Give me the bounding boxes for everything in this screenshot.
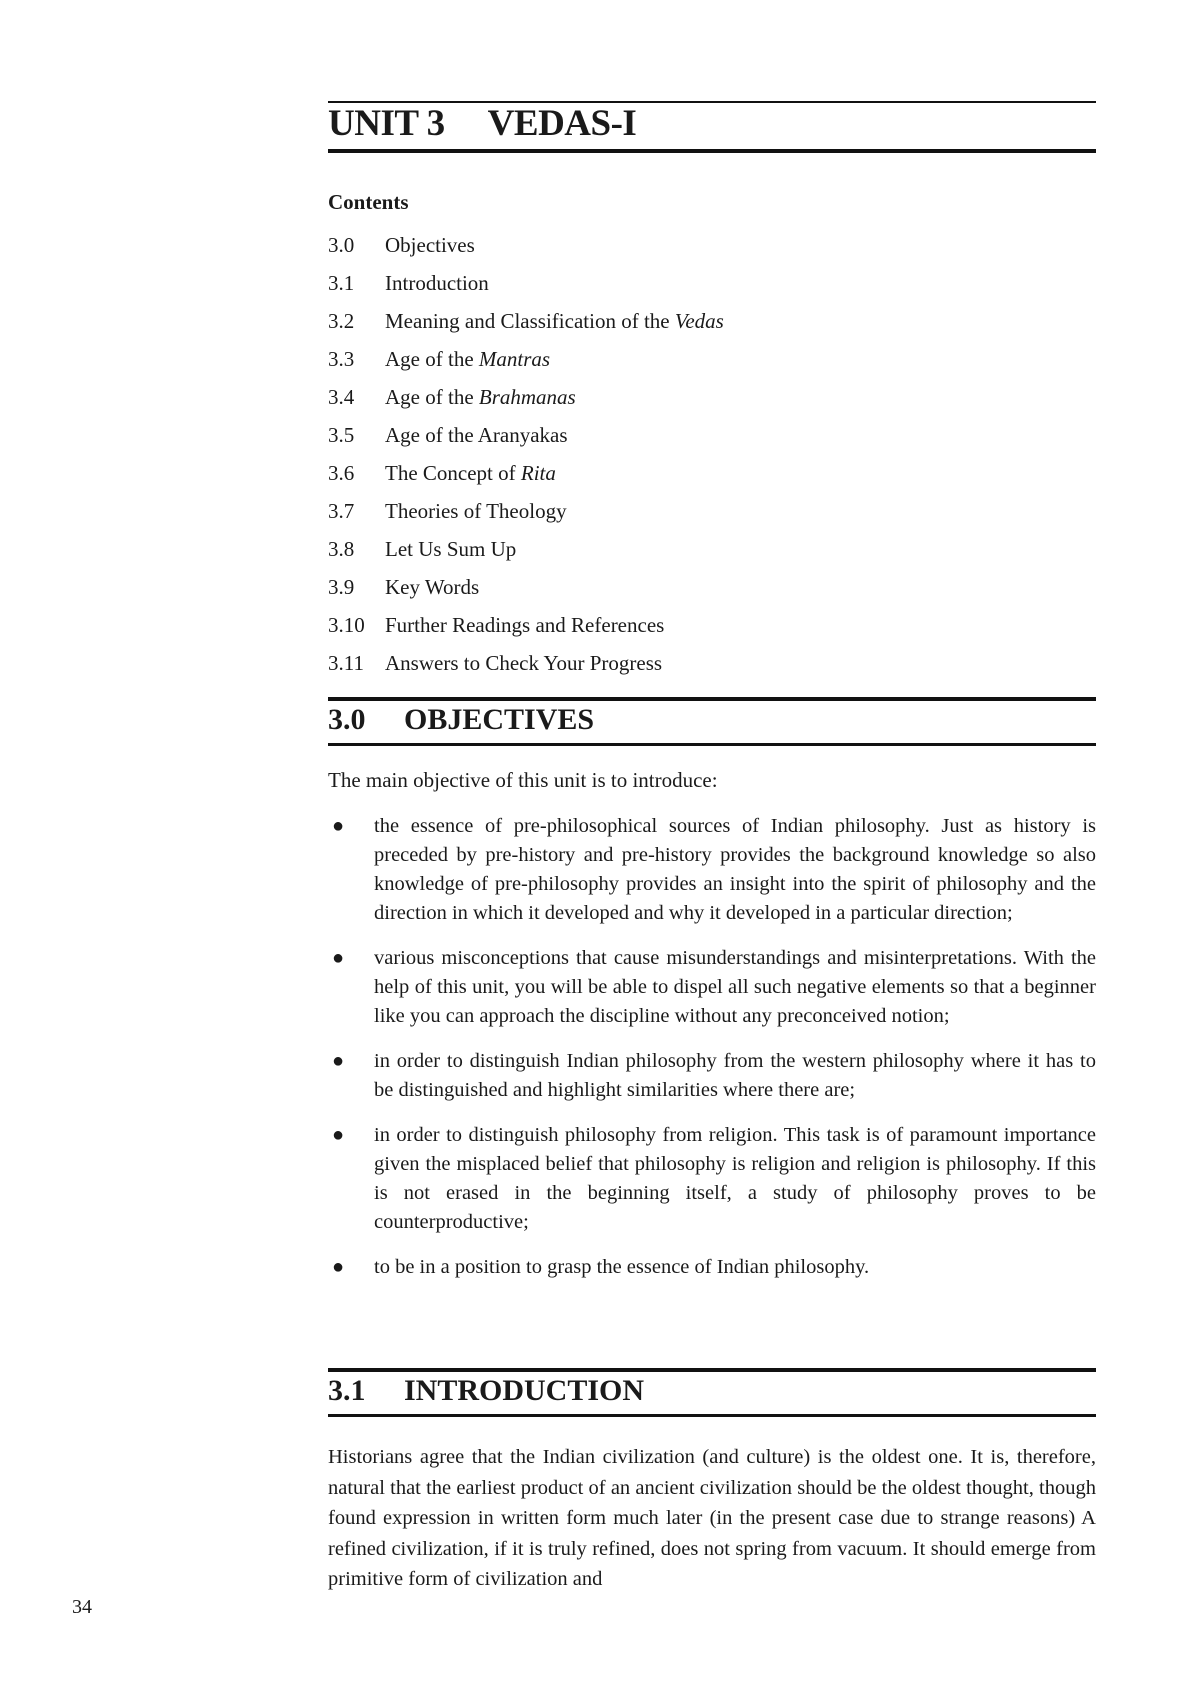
- objectives-list: [328, 812, 1096, 1298]
- toc-number: 3.9: [328, 575, 355, 599]
- toc-number: 3.3: [328, 347, 355, 371]
- toc-title: Answers to Check Your Progress: [385, 651, 663, 675]
- toc-title: Theories of Theology: [385, 499, 567, 523]
- section-number: 3.0: [328, 703, 366, 736]
- toc-title: Key Words: [385, 575, 480, 599]
- toc-title: Let Us Sum Up: [385, 537, 517, 561]
- list-item: [328, 1047, 1096, 1105]
- toc-number: 3.4: [328, 385, 355, 409]
- unit-title: UNIT 3 VEDAS-I: [328, 103, 637, 144]
- list-item: [328, 1121, 1096, 1237]
- toc-number: 3.8: [328, 537, 355, 561]
- bullet-text: various misconceptions that cause misunderstandings and misinterpretations. With the help of this unit, you will be able to dispel all such negative elements so that a beginner like you can approach the discipline without any preconceived notion;: [374, 947, 1096, 1027]
- toc-number: 3.6: [328, 461, 355, 485]
- bullet-icon: ●: [332, 815, 345, 837]
- contents-label: Contents: [328, 190, 409, 214]
- bullet-icon: ●: [332, 1256, 345, 1278]
- toc-item: [328, 422, 1096, 460]
- toc-item: [328, 460, 1096, 498]
- section-title: OBJECTIVES: [404, 703, 595, 736]
- toc-item: [328, 384, 1096, 422]
- toc-number: 3.10: [328, 613, 365, 637]
- toc-item: [328, 536, 1096, 574]
- toc-item: [328, 346, 1096, 384]
- bullet-text: in order to distinguish Indian philosophy from the western philosophy where it has to be distinguished and highlight similarities where there are;: [374, 1050, 1096, 1101]
- toc-item: [328, 232, 1096, 270]
- bullet-text: the essence of pre-philosophical sources of Indian philosophy. Just as history is preceded by pre-history and pre-history provides the background knowledge so also knowledge of pre-philosophy provides an insight into the spirit of philosophy and the direction in which it developed and why it developed in a particular direction;: [374, 815, 1096, 924]
- toc-item: [328, 612, 1096, 650]
- section-number: 3.1: [328, 1374, 366, 1407]
- bullet-icon: ●: [332, 1050, 345, 1072]
- objectives-intro: The main objective of this unit is to introduce:: [328, 768, 718, 792]
- list-item: [328, 944, 1096, 1031]
- introduction-paragraph: Historians agree that the Indian civilization (and culture) is the oldest one. It is, therefore, natural that the earliest product of an ancient civilization should be the oldest thought, though found expression in written form much later (in the present case due to strange reasons) A refined civilization, if it is truly refined, does not spring from vacuum. It should emerge from primitive form of civilization and: [328, 1446, 1096, 1590]
- table-of-contents: [328, 232, 1096, 688]
- toc-item: [328, 270, 1096, 308]
- introduction-header: [328, 1368, 1096, 1417]
- objectives-heading: [328, 703, 594, 737]
- section-title: INTRODUCTION: [404, 1374, 645, 1407]
- toc-number: 3.2: [328, 309, 355, 333]
- objectives-header: [328, 697, 1096, 746]
- toc-item: [328, 574, 1096, 612]
- toc-item: [328, 498, 1096, 536]
- toc-number: 3.7: [328, 499, 355, 523]
- list-item: [328, 812, 1096, 928]
- toc-title: The Concept of Rita: [385, 461, 556, 485]
- toc-title: Further Readings and References: [385, 613, 665, 637]
- page-number: 34: [72, 1596, 92, 1618]
- bullet-icon: ●: [332, 1124, 345, 1146]
- toc-title: Age of the Brahmanas: [385, 385, 576, 409]
- list-item: [328, 1253, 1096, 1282]
- toc-number: 3.11: [328, 651, 364, 675]
- bullet-text: in order to distinguish philosophy from religion. This task is of paramount importance given the misplaced belief that philosophy is religion and religion is philosophy. If this is not erased in the beginning itself, a study of philosophy proves to be counterproductive;: [374, 1124, 1096, 1233]
- toc-title: Age of the Mantras: [385, 347, 551, 371]
- toc-title: Meaning and Classification of the Vedas: [385, 309, 724, 333]
- bullet-icon: ●: [332, 947, 345, 969]
- toc-title: Introduction: [385, 271, 489, 295]
- toc-number: 3.1: [328, 271, 355, 295]
- toc-title: Objectives: [385, 233, 475, 257]
- bullet-text: to be in a position to grasp the essence of Indian philosophy.: [374, 1256, 870, 1278]
- toc-number: 3.0: [328, 233, 355, 257]
- toc-item: [328, 308, 1096, 346]
- introduction-heading: [328, 1374, 644, 1408]
- toc-item: [328, 650, 1096, 688]
- toc-number: 3.5: [328, 423, 355, 447]
- unit-header: [328, 101, 1096, 153]
- toc-title: Age of the Aranyakas: [385, 423, 568, 447]
